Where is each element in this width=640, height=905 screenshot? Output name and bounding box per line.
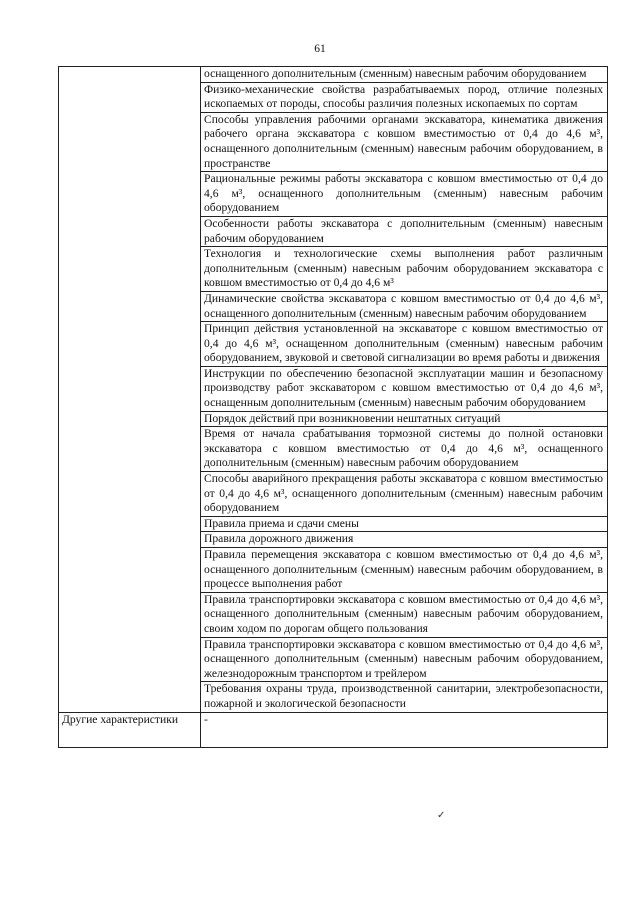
requirement-text: оснащенного дополнительным (сменным) навесным рабочим оборудованием	[201, 67, 608, 83]
requirement-text: Порядок действий при возникновении нештатных ситуаций	[201, 411, 608, 427]
page-number: 61	[314, 43, 326, 55]
requirement-text: Рациональные режимы работы экскаватора с ковшом вместимостью от 0,4 до 4,6 м³, оснащенного дополнительным (сменным) навесным рабочим оборудованием	[201, 172, 608, 217]
requirement-text: Физико-механические свойства разрабатываемых пород, отличие полезных ископаемых от породы, способы различия полезных ископаемых по сортам	[201, 82, 608, 112]
requirement-text: Правила приема и сдачи смены	[201, 516, 608, 532]
requirement-text: Время от начала срабатывания тормозной системы до полной остановки экскаватора с ковшом вместимостью от 0,4 до 4,6 м³, оснащенного дополнительным (сменным) навесным рабочим оборудованием	[201, 427, 608, 472]
requirement-text: Особенности работы экскаватора с дополнительным (сменным) навесным рабочим оборудованием	[201, 216, 608, 246]
requirement-text: Инструкции по обеспечению безопасной эксплуатации машин и безопасному производству работ экскаватором с ковшом вместимостью от 0,4 до 4,6 м³, оснащенным дополнительным (сменным) навесным рабочим оборудованием	[201, 366, 608, 411]
other-characteristics-label: Другие характеристики	[59, 712, 201, 747]
requirement-text: Требования охраны труда, производственной санитарии, электробезопасности, пожарной и экологической безопасности	[201, 682, 608, 712]
requirement-text: Динамические свойства экскаватора с ковшом вместимостью от 0,4 до 4,6 м³, оснащенного дополнительным (сменным) навесным рабочим оборудованием	[201, 291, 608, 321]
requirements-table	[58, 66, 608, 748]
requirement-row	[59, 67, 608, 83]
other-characteristics-row	[59, 712, 608, 747]
requirement-text: Правила перемещения экскаватора с ковшом вместимостью от 0,4 до 4,6 м³, оснащенного дополнительным (сменным) навесным рабочим оборудованием, в процессе выполнения работ	[201, 548, 608, 593]
knowledge-label-cell	[59, 67, 201, 713]
requirement-text: Правила транспортировки экскаватора с ковшом вместимостью от 0,4 до 4,6 м³, оснащенного дополнительным (сменным) навесным рабочим оборудованием, своим ходом по дорогам общего пользования	[201, 592, 608, 637]
requirement-text: Технология и технологические схемы выполнения работ различным дополнительным (сменным) навесным рабочим оборудованием экскаватора с ковшом вместимостью от 0,4 до 4,6 м³	[201, 247, 608, 292]
requirement-text: Способы аварийного прекращения работы экскаватора с ковшом вместимостью от 0,4 до 4,6 м³, оснащенного дополнительным (сменным) навесным рабочим оборудованием	[201, 472, 608, 517]
requirement-text: Правила дорожного движения	[201, 532, 608, 548]
requirement-text: Принцип действия установленной на экскаваторе с ковшом вместимостью от 0,4 до 4,6 м³, оснащенном дополнительным (сменным) навесным рабочим оборудованием, звуковой и световой сигнализации во время работы и движения	[201, 322, 608, 367]
requirement-text: Способы управления рабочими органами экскаватора, кинематика движения рабочего органа экскаватора с ковшом вместимостью от 0,4 до 4,6 м³, оснащенного дополнительным (сменным) навесным рабочим оборудованием, в пространстве	[201, 112, 608, 171]
other-characteristics-value: -	[201, 712, 608, 747]
requirement-text: Правила транспортировки экскаватора с ковшом вместимостью от 0,4 до 4,6 м³, оснащенного дополнительным (сменным) навесным рабочим оборудованием, железнодорожным транспортом и трейлером	[201, 637, 608, 682]
tick-mark: ✓	[437, 810, 446, 821]
